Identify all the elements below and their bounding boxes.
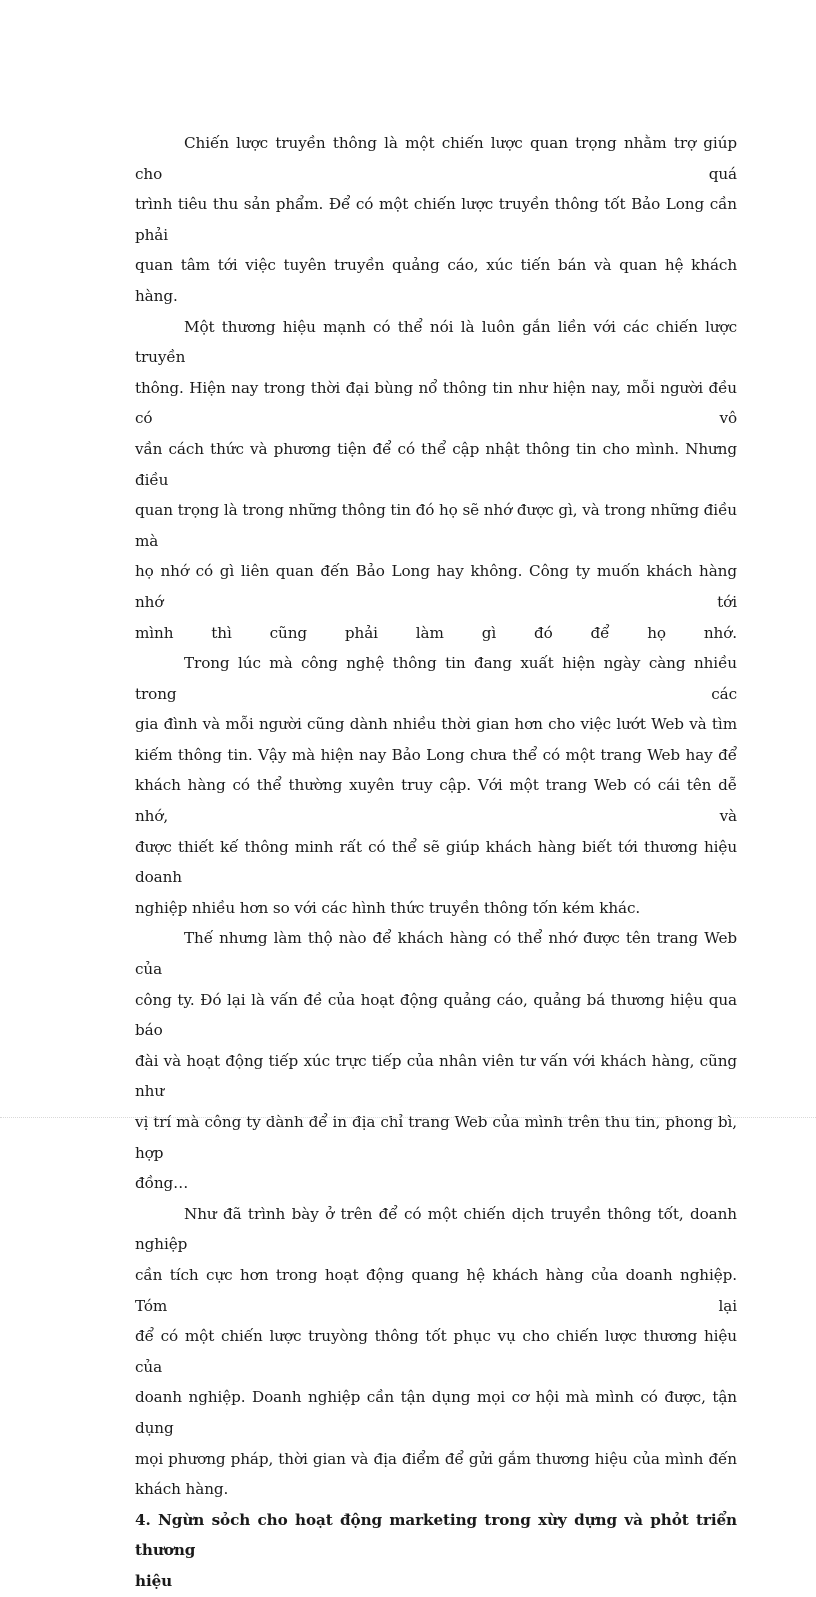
text-line: đồng… — [135, 1174, 189, 1193]
text-line: thông. Hiện nay trong thời đại bùng nổ thông tin như hiện nay, mỗi người đều có vô — [135, 378, 737, 428]
text-line: gia đình và mỗi người cũng dành nhiều thời gian hơn cho việc lướt Web và tìm — [135, 715, 737, 734]
paragraph-1 — [135, 128, 737, 312]
text-line: vần cách thức và phương tiện để có thể cập nhật thông tin cho mình. Nhưng điều — [135, 439, 737, 489]
text-line: doanh nghiệp. Doanh nghiệp cần tận dụng mọi cơ hội mà mình có được, tận dụng — [135, 1388, 737, 1437]
section-heading — [135, 1505, 737, 1597]
page-bottom-border — [0, 1117, 816, 1118]
text-line: mọi phương pháp, thời gian và địa điểm để gửi gắm thương hiệu của mình đến — [135, 1449, 737, 1468]
text-line: nghiệp nhiều hơn so với các hình thức truyền thông tốn kém khác. — [135, 898, 641, 917]
text-line: khách hàng. — [135, 1480, 229, 1499]
paragraph-4 — [135, 923, 737, 1198]
text-line: Trong lúc mà công nghệ thông tin đang xuất hiện ngày càng nhiều trong các — [135, 654, 737, 703]
heading-line: hiệu — [135, 1571, 173, 1590]
text-line: kiếm thông tin. Vậy mà hiện nay Bảo Long chưa thể có một trang Web hay để — [135, 745, 737, 764]
paragraph-2 — [135, 312, 737, 649]
text-line: được thiết kế thông minh rất có thể sẽ giúp khách hàng biết tới thương hiệu doanh — [135, 837, 737, 887]
text-line: quan tâm tới việc tuyên truyền quảng cáo, xúc tiến bán và quan hệ khách hàng. — [135, 256, 737, 305]
heading-line: 4. Ngừn sỏch cho hoạt động marketing trong xừy dựng và phỏt triển thương — [135, 1510, 737, 1560]
paragraph-5 — [135, 1199, 737, 1505]
text-line: họ nhớ có gì liên quan đến Bảo Long hay không. Công ty muốn khách hàng nhớ tới — [135, 562, 737, 611]
text-line: quan trọng là trong những thông tin đó họ sẽ nhớ được gì, và trong những điều mà — [135, 501, 737, 550]
text-line: Một thương hiệu mạnh có thể nói là luôn gắn liền với các chiến lược truyền — [135, 317, 737, 367]
text-line: vị trí mà công ty dành để in địa chỉ trang Web của mình trên thu tin, phong bì, hợp — [135, 1113, 737, 1162]
text-line: mình thì cũng phải làm gì đó để họ nhớ. — [135, 623, 737, 642]
text-line: công ty. Đó lại là vấn đề của hoạt động quảng cáo, quảng bá thương hiệu qua báo — [135, 990, 737, 1040]
text-line: đài và hoạt động tiếp xúc trực tiếp của nhân viên tư vấn với khách hàng, cũng như — [135, 1051, 737, 1101]
text-line: khách hàng có thể thường xuyên truy cập. Với một trang Web có cái tên dễ nhớ, và — [135, 776, 737, 826]
text-line: Như đã trình bày ở trên để có một chiến dịch truyền thông tốt, doanh nghiệp — [135, 1204, 737, 1254]
text-line: để có một chiến lược truyòng thông tốt phục vụ cho chiến lược thương hiệu của — [135, 1327, 737, 1376]
document-body — [135, 128, 737, 1597]
text-line: cần tích cực hơn trong hoạt động quang hệ khách hàng của doanh nghiệp. Tóm lại — [135, 1265, 737, 1315]
paragraph-3 — [135, 648, 737, 923]
text-line: trình tiêu thu sản phẩm. Để có một chiến lược truyền thông tốt Bảo Long cần phải — [135, 195, 737, 244]
text-line: Chiến lược truyền thông là một chiến lược quan trọng nhằm trợ giúp cho quá — [135, 134, 737, 183]
text-line: Thế nhưng làm thộ nào để khách hàng có thể nhớ được tên trang Web của — [135, 929, 737, 979]
